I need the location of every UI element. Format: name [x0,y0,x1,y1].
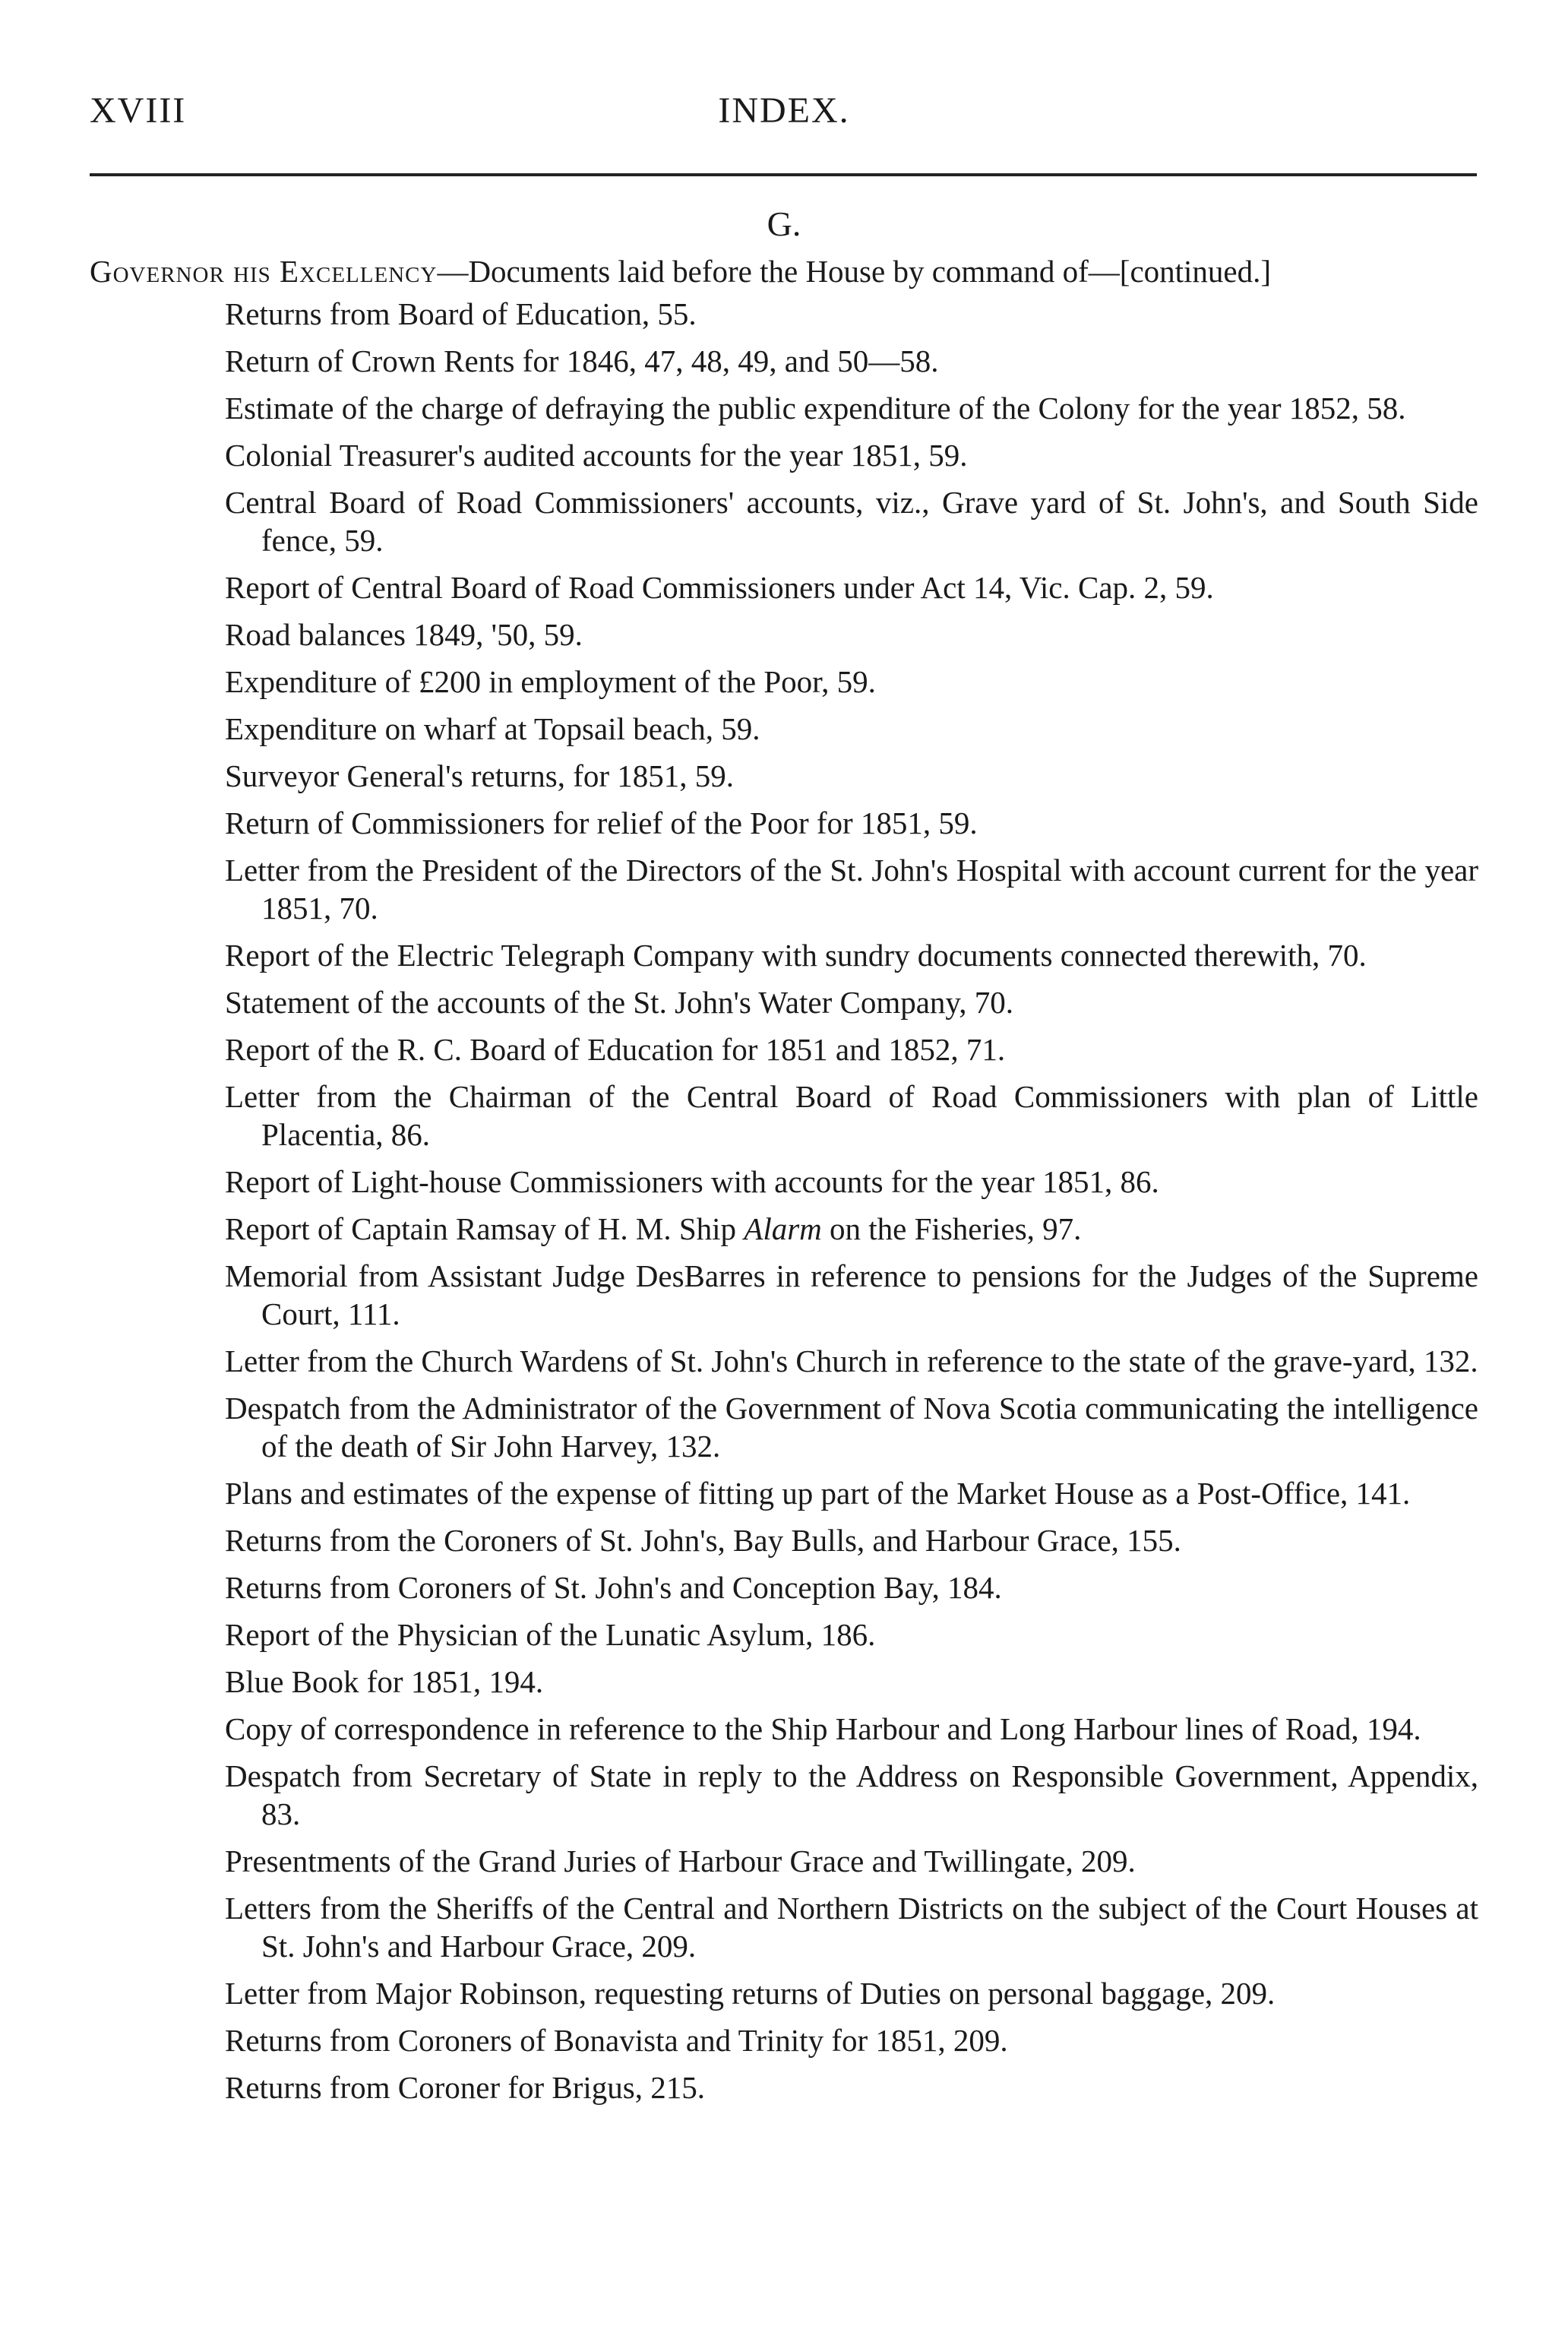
index-entry: Despatch from Secretary of State in reply to the Address on Responsible Government, Appendix, 83. [225,1758,1478,1831]
section-letter: G. [767,204,801,243]
header-rule [90,173,1477,176]
index-entry-text: on the Fisheries, 97. [821,1211,1082,1246]
index-entry: Surveyor General's returns, for 1851, 59. [225,758,735,793]
index-heading-rest: —Documents laid before the House by command of—[continued.] [437,254,1272,289]
index-heading-name: Governor his Excellency [90,254,438,289]
index-entry: Road balances 1849, '50, 59. [225,617,583,652]
running-head [90,90,1478,135]
index-entry: Returns from the Coroners of St. John's, Bay Bulls, and Harbour Grace, 155. [225,1523,1181,1558]
index-entry: Report of the Electric Telegraph Company with sundry documents connected therewith, 70. [225,938,1367,973]
index-entry: Presentments of the Grand Juries of Harbour Grace and Twillingate, 209. [225,1844,1136,1878]
index-entry: Letter from the Chairman of the Central Board of Road Commissioners with plan of Little Placentia, 86. [225,1079,1478,1152]
index-entry-italic: Alarm [744,1211,822,1246]
index-entry: Returns from Coroner for Brigus, 215. [225,2070,705,2105]
index-entry: Letters from the Sheriffs of the Central and Northern Districts on the subject of the Court Houses at St. John's and Harbour Grace, 209. [225,1891,1478,1964]
page-folio: XVIII [90,90,187,131]
index-entry: Colonial Treasurer's audited accounts for the year 1851, 59. [225,438,968,473]
index-entry: Despatch from the Administrator of the Government of Nova Scotia communicating the intelligence of the death of Sir John Harvey, 132. [225,1391,1478,1464]
page-title: INDEX. [718,90,850,131]
index-entry: Estimate of the charge of defraying the public expenditure of the Colony for the year 1852, 58. [225,391,1406,426]
index-entry: Letter from the Church Wardens of St. John's Church in reference to the state of the grave-yard, 132. [225,1343,1478,1378]
index-entry: Return of Commissioners for relief of the Poor for 1851, 59. [225,805,978,840]
index-entry: Returns from Coroners of Bonavista and Trinity for 1851, 209. [225,2023,1008,2058]
index-entry: Returns from Board of Education, 55. [225,296,697,331]
index-entry-text: Report of Captain Ramsay of H. M. Ship [225,1211,744,1246]
index-entry: Report of Central Board of Road Commissioners under Act 14, Vic. Cap. 2, 59. [225,570,1214,605]
index-entry: Blue Book for 1851, 194. [225,1664,544,1699]
index-entry: Letter from Major Robinson, requesting returns of Duties on personal baggage, 209. [225,1976,1276,2011]
index-entry: Letter from the President of the Directors of the St. John's Hospital with account current for the year 1851, 70. [225,853,1478,926]
index-entry: Report of the R. C. Board of Education for 1851 and 1852, 71. [225,1032,1006,1067]
index-entry: Report of Light-house Commissioners with accounts for the year 1851, 86. [225,1164,1159,1199]
index-entry: Returns from Coroners of St. John's and Conception Bay, 184. [225,1570,1002,1605]
index-entry: Memorial from Assistant Judge DesBarres in reference to pensions for the Judges of the Supreme Court, 111. [225,1258,1478,1331]
index-entry [225,1210,1478,1248]
index-entry: Return of Crown Rents for 1846, 47, 48, 49, and 50—58. [225,343,939,378]
index-entry: Central Board of Road Commissioners' accounts, viz., Grave yard of St. John's, and South Side fence, 59. [225,485,1478,558]
index-entry: Plans and estimates of the expense of fitting up part of the Market House as a Post-Office, 141. [225,1476,1411,1511]
index-entry: Statement of the accounts of the St. John's Water Company, 70. [225,985,1014,1020]
index-entry: Expenditure of £200 in employment of the Poor, 59. [225,664,876,699]
index-entry: Report of the Physician of the Lunatic Asylum, 186. [225,1617,876,1652]
index-heading [90,252,1487,290]
index-entries [225,295,1478,2116]
index-entry: Expenditure on wharf at Topsail beach, 59. [225,711,760,746]
index-entry: Copy of correspondence in reference to the Ship Harbour and Long Harbour lines of Road, 194. [225,1711,1421,1746]
